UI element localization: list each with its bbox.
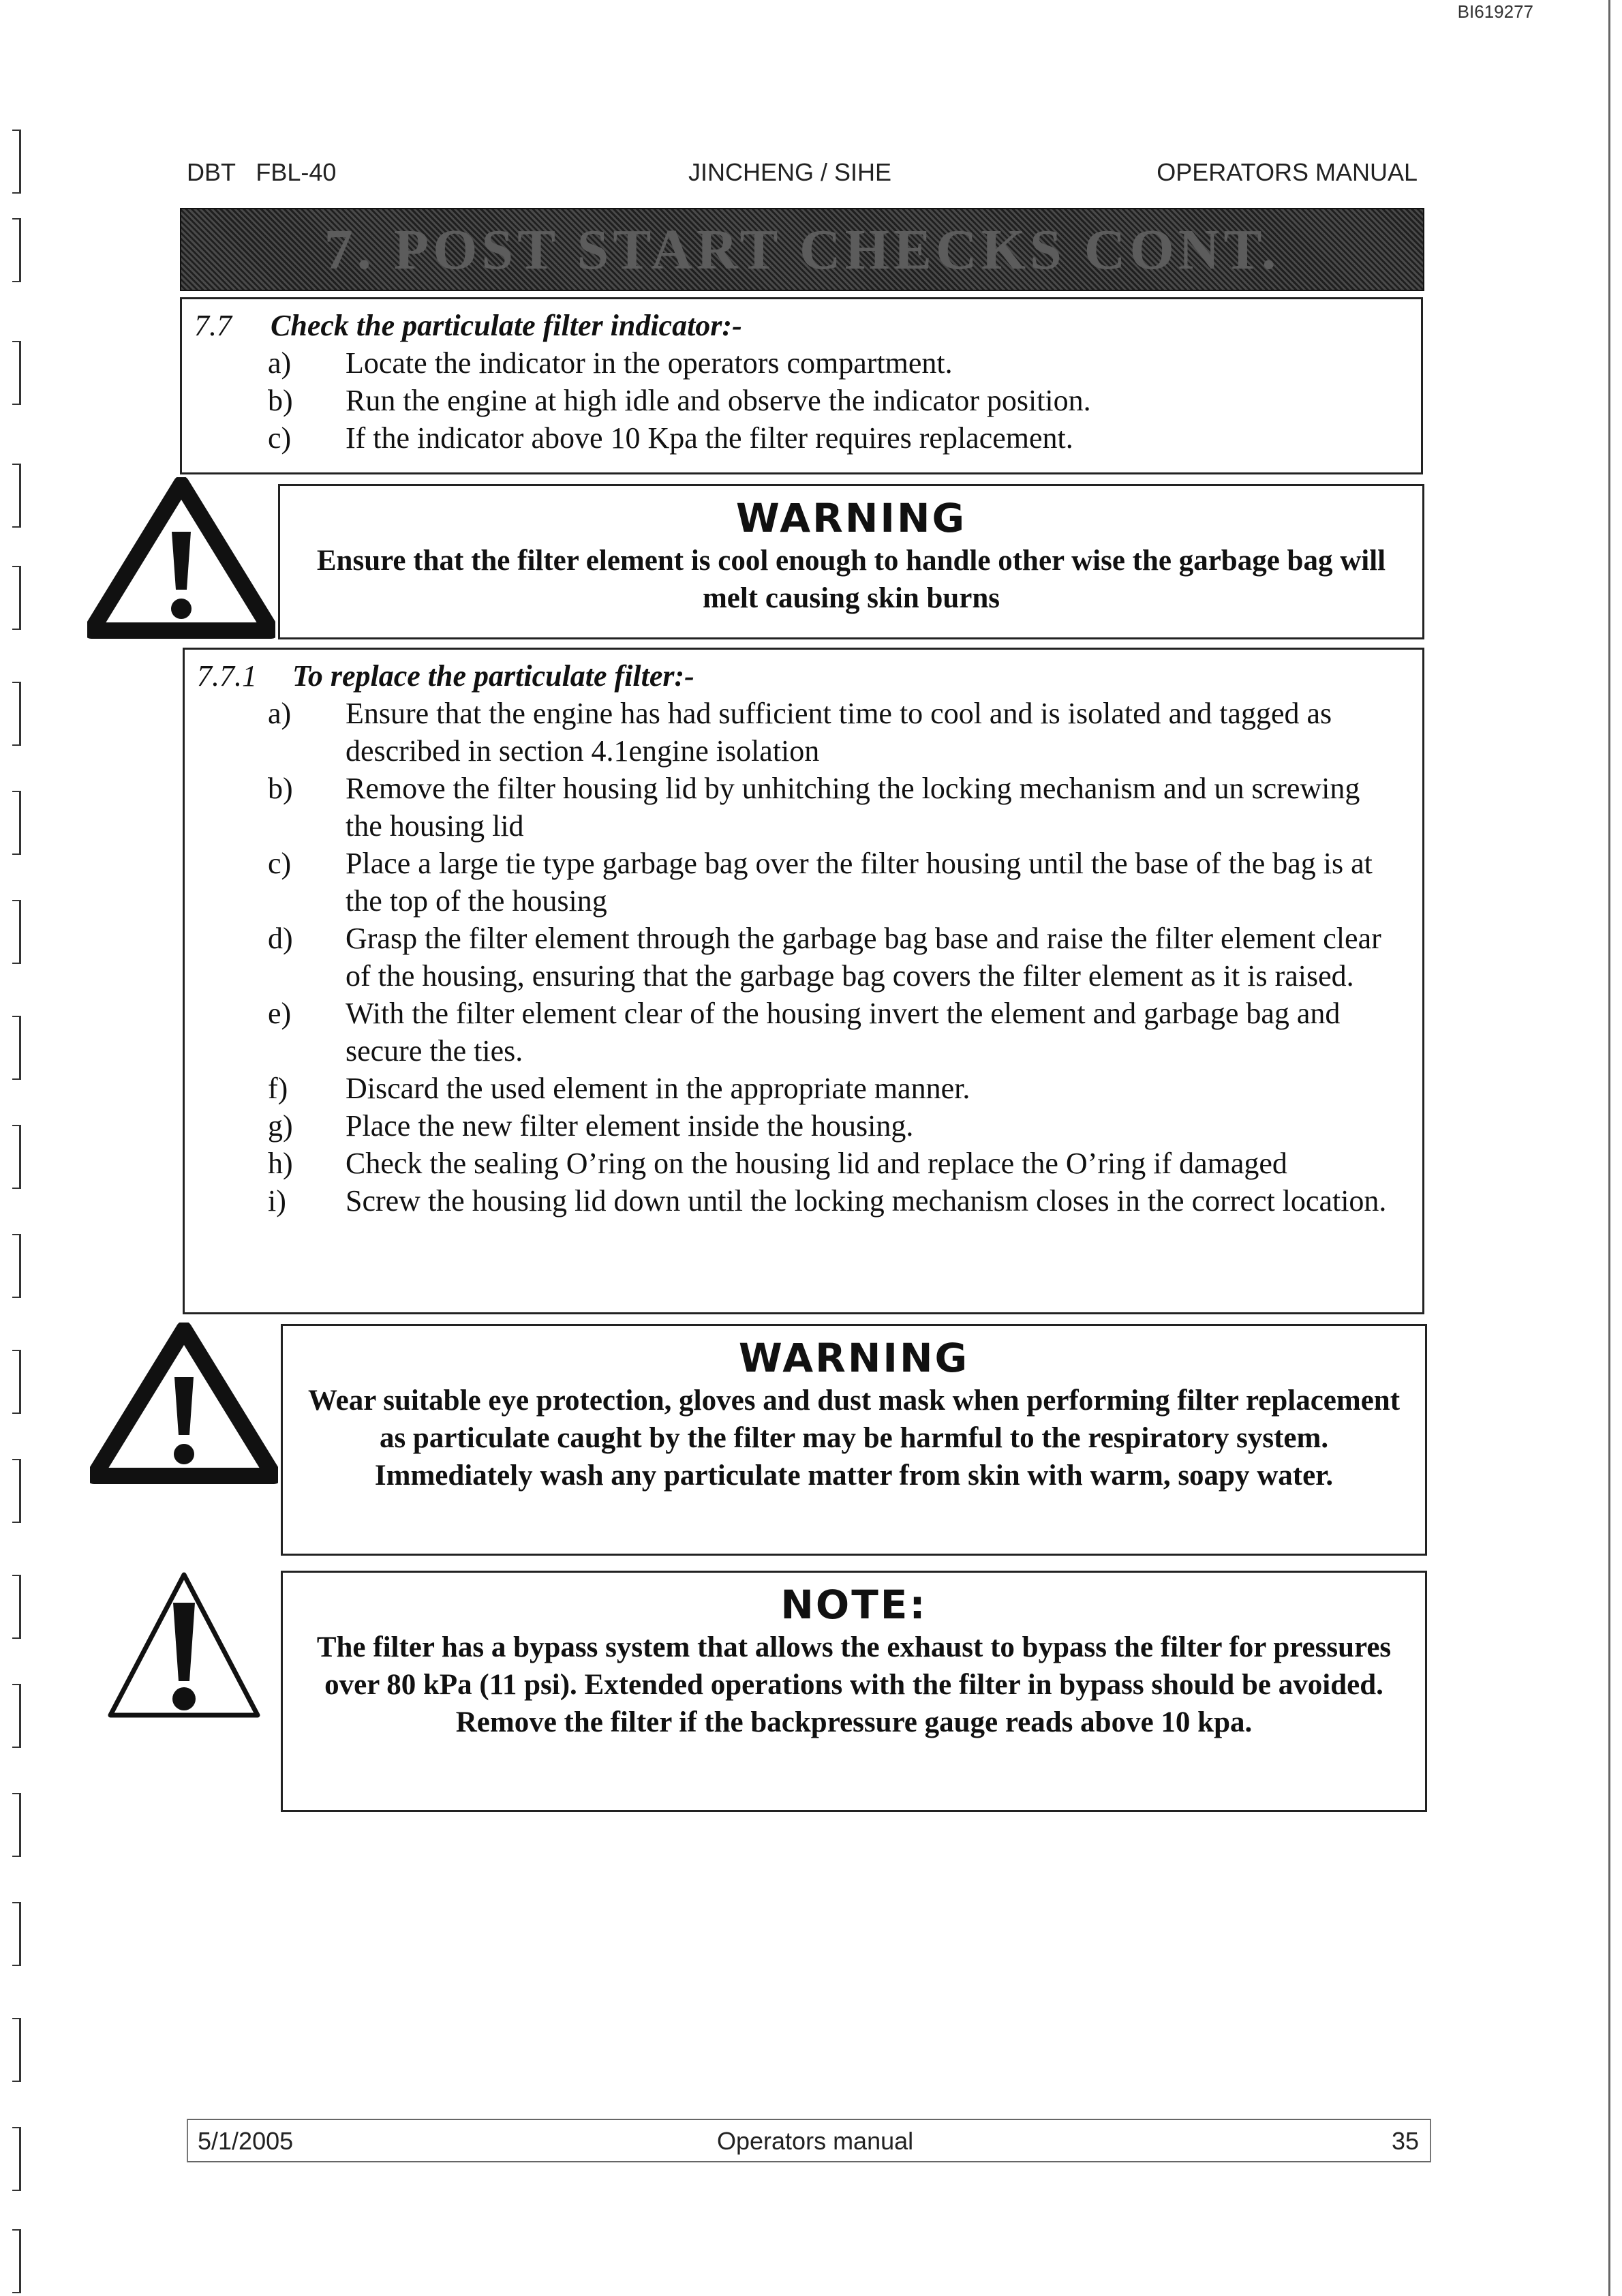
binder-mark	[12, 566, 21, 630]
item-letter: i)	[268, 1184, 286, 1218]
item-text: Place a large tie type garbage bag over the filter housing until the base of the bag is at the top of the housing	[346, 847, 1373, 918]
item-letter: g)	[268, 1109, 293, 1143]
warning-title: WARNING	[735, 495, 967, 541]
item-letter: b)	[268, 772, 293, 805]
item-letter: a)	[268, 346, 292, 380]
binder-mark	[12, 1125, 21, 1189]
item-text: Remove the filter housing lid by unhitching the locking mechanism and un screwing the housing lid	[346, 772, 1360, 843]
item-text: Run the engine at high idle and observe the indicator position.	[346, 384, 1091, 417]
item-letter: d)	[268, 922, 293, 955]
item-letter: c)	[268, 847, 292, 880]
footer-date: 5/1/2005	[198, 2127, 294, 2155]
binder-mark	[12, 1350, 21, 1414]
item-text: Place the new filter element inside the housing.	[346, 1109, 914, 1143]
caution-triangle-icon	[102, 1565, 266, 1729]
binder-mark	[12, 1459, 21, 1523]
list-item	[268, 695, 1422, 770]
binder-mark	[12, 1902, 21, 1966]
document-id: BI619277	[1457, 1, 1533, 22]
item-text: Check the sealing O’ring on the housing lid and replace the O’ring if damaged	[346, 1147, 1287, 1180]
note-title: NOTE:	[780, 1582, 928, 1628]
list-item	[268, 1182, 1422, 1220]
item-letter: b)	[268, 384, 293, 417]
warning-box	[281, 1324, 1427, 1556]
note-text: The filter has a bypass system that allows the exhaust to bypass the filter for pressures over 80 kPa (11 psi). Extended operations with the filter in bypass should be avoided. Remove the filter if the backpressure gauge reads above 10 kpa.	[316, 1631, 1392, 1738]
warning-text: Wear suitable eye protection, gloves and dust mask when performing filter replacement as particulate caught by the filter may be harmful to the respiratory system.	[307, 1385, 1401, 1454]
page-edge-line	[1608, 0, 1610, 2296]
step-list	[182, 344, 1421, 457]
section-heading	[182, 299, 1421, 344]
list-item	[268, 770, 1422, 845]
list-item	[268, 920, 1422, 995]
warning-text: Ensure that the filter element is cool enough to handle other wise the garbage bag will melt causing skin burns	[316, 545, 1386, 614]
list-item	[268, 382, 1421, 419]
section-title: Check the particulate filter indicator:-	[271, 309, 742, 342]
list-item	[268, 995, 1422, 1070]
page-number: 35	[1391, 2127, 1419, 2155]
binder-mark	[12, 218, 21, 282]
binder-mark	[12, 1684, 21, 1748]
binder-mark	[12, 1016, 21, 1080]
warning-triangle-icon	[90, 1323, 278, 1486]
binder-mark	[12, 682, 21, 746]
binder-mark	[12, 2127, 21, 2191]
list-item	[268, 344, 1421, 382]
item-text: If the indicator above 10 Kpa the filter requires replacement.	[346, 421, 1073, 455]
item-text: Ensure that the engine has had sufficient time to cool and is isolated and tagged as described in section 4.1engine isolation	[346, 697, 1332, 768]
section-heading	[185, 650, 1422, 695]
section-7-7-1-box	[183, 648, 1424, 1314]
section-title: To replace the particulate filter:-	[292, 659, 694, 693]
item-letter: h)	[268, 1147, 293, 1180]
binder-mark	[12, 1793, 21, 1857]
list-item	[268, 1107, 1422, 1145]
binder-mark	[12, 2018, 21, 2082]
page-footer	[187, 2119, 1431, 2162]
binder-mark	[12, 464, 21, 528]
list-item	[268, 845, 1422, 920]
list-item	[268, 419, 1421, 457]
binder-mark	[12, 130, 21, 194]
item-letter: e)	[268, 997, 292, 1030]
section-number: 7.7	[194, 309, 232, 342]
warning-box	[278, 484, 1424, 639]
header-site: JINCHENG / SIHE	[688, 158, 892, 186]
banner-title: 7. POST START CHECKS CONT.	[324, 217, 1281, 282]
item-text: Grasp the filter element through the garbage bag base and raise the filter element clear of the housing, ensuring that the garbage bag covers the filter element as it is raised.	[346, 922, 1381, 993]
binder-mark	[12, 341, 21, 405]
item-text: Locate the indicator in the operators compartment.	[346, 346, 953, 380]
item-letter: f)	[268, 1072, 288, 1105]
header-manual: OPERATORS MANUAL	[1157, 158, 1418, 186]
list-item	[268, 1145, 1422, 1182]
warning-triangle-icon	[87, 477, 275, 641]
item-text: Discard the used element in the appropriate manner.	[346, 1072, 970, 1105]
binder-mark	[12, 791, 21, 855]
footer-title: Operators manual	[717, 2127, 914, 2155]
binder-mark	[12, 900, 21, 964]
section-number: 7.7.1	[197, 659, 257, 693]
note-box	[281, 1571, 1427, 1812]
warning-title: WARNING	[738, 1335, 970, 1381]
warning-text-2: Immediately wash any particulate matter from skin with warm, soapy water.	[374, 1460, 1334, 1492]
binder-mark	[12, 2229, 21, 2293]
list-item	[268, 1070, 1422, 1107]
binder-mark	[12, 1575, 21, 1639]
section-7-7-box	[180, 297, 1423, 474]
item-letter: a)	[268, 697, 292, 730]
item-letter: c)	[268, 421, 292, 455]
section-banner	[180, 208, 1424, 291]
binder-mark	[12, 1234, 21, 1298]
step-list	[185, 695, 1422, 1220]
item-text: Screw the housing lid down until the locking mechanism closes in the correct location.	[346, 1184, 1387, 1218]
item-text: With the filter element clear of the housing invert the element and garbage bag and secure the ties.	[346, 997, 1341, 1068]
header-model: DBT FBL-40	[187, 158, 337, 186]
